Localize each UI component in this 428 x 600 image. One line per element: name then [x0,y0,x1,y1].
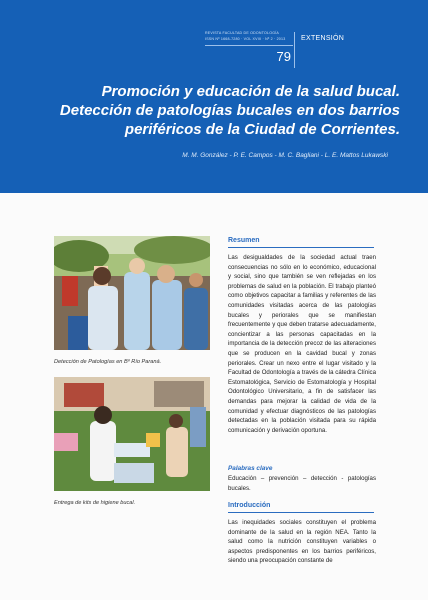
article-title: Promoción y educación de la salud bucal. Detección de patologías bucales en dos barrios periféricos de la Ciudad de Corrientes. [59,83,400,138]
abstract-rule [228,247,374,248]
hygiene-kit-handout-photo [54,377,210,491]
introduction-text: Las inequidades sociales constituyen el problema dominante de la salud en la región NEA. Tanto la salud como la nutrición constituyen variables o aspectos predisponentes en los barrios periféricos, siendo una preocupación constante de [228,519,376,565]
keywords-heading: Palabras clave [228,465,273,472]
introduction-heading: Introducción [228,502,271,509]
figure-caption-1: Detección de Patologías en Bº Río Paraná. [54,359,162,365]
introduction-rule [228,512,374,513]
article-authors: M. M. González - P. E. Campos - M. C. Bagliani - L. E. Mattos Lukawski [182,152,388,159]
outdoor-dental-screening-photo [54,236,210,350]
header-band [0,0,428,193]
photo-illustration-2 [54,377,210,491]
journal-name: REVISTA FACULTAD DE ODONTOLOGÍA [205,31,280,35]
abstract-text: Las desigualdades de la sociedad actual traen consecuencias no sólo en lo económico, educacional y social, sino que también se ven reflejadas en los problemas de salud en la población. El trabajo planteó como objetivos capacitar a familias y referentes de las comunidades visitadas acerca de las patologías bucales y periorales que se manifiestan frecuentemente y que deben tratarse adecuadamente, concientizar a las personas capacitadas en la importancia de la detección precoz de las alteraciones que se producen en la cavidad bucal y zonas periorales. Crear un nexo entre el lugar visitado y la Facultad de Odontología a través de la cátedra Clínica Estomatológica, Servicio de Estomatología y Hospital Odontológico Universitario, a fin de satisfacer las demandas para mejorar la calidad de vida de la comunidad y efectuar diagnósticos de las patologías detectadas en la población visitada para su rápida comunicación y derivación oportuna. [228,254,376,434]
figure-caption-2: Entrega de kits de higiene bucal. [54,500,136,506]
abstract-heading: Resumen [228,237,260,244]
keywords-text: Educación – prevención – detección - patologías bucales. [228,475,376,492]
header-divider-horizontal [205,45,293,46]
section-label: EXTENSIÓN [301,35,345,42]
photo-illustration-1 [54,236,210,350]
journal-info [205,30,293,42]
page-number: 79 [276,49,291,64]
header-divider-vertical [294,32,295,68]
journal-issn: ISSN Nº 1668-7280 · VOL XVIII · Nº 2 · 2013 [205,37,286,41]
